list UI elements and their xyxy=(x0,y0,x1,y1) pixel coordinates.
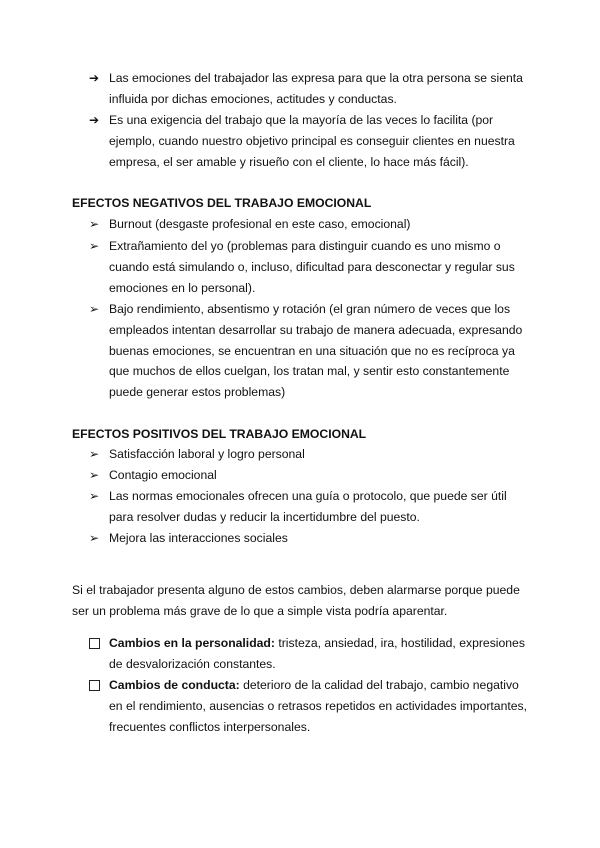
checkbox-icon xyxy=(89,675,107,696)
checkbox-icon xyxy=(89,633,107,654)
list-item-text: Las normas emocionales ofrecen una guía o protocolo, que puede ser útil para resolver dudas y reducir la incertidumbre del puesto. xyxy=(109,489,507,524)
list-item xyxy=(89,236,529,298)
arrowhead-bullet-icon: ➢ xyxy=(89,217,100,231)
list-item xyxy=(89,110,529,172)
list-item-text: Mejora las interacciones sociales xyxy=(109,531,288,545)
arrowhead-bullet-icon: ➢ xyxy=(89,468,100,482)
arrow-right-icon: ➔ xyxy=(89,113,100,127)
list-item xyxy=(89,528,529,549)
checklist-label: Cambios en la personalidad: xyxy=(109,636,275,650)
list-item-text: Extrañamiento del yo (problemas para distinguir cuando es uno mismo o cuando está simulando o, incluso, dificultad para desconectar y regular sus emociones en lo personal). xyxy=(109,239,515,295)
list-item-text: Burnout (desgaste profesional en este caso, emocional) xyxy=(109,217,411,231)
arrowhead-bullet-icon: ➢ xyxy=(89,447,100,461)
list-item-text: Satisfacción laboral y logro personal xyxy=(109,447,305,461)
checklist-text: deterioro de la calidad del trabajo, cambio negativo en el rendimiento, ausencias o retrasos repetidos en actividades importantes, frecuentes conflictos interpersonales. xyxy=(109,678,527,734)
arrowhead-bullet-icon: ➢ xyxy=(89,239,100,253)
checklist-label: Cambios de conducta: xyxy=(109,678,240,692)
list-item xyxy=(89,299,529,403)
section-heading-positive: EFECTOS POSITIVOS DEL TRABAJO EMOCIONAL xyxy=(72,427,367,441)
list-item xyxy=(89,465,529,486)
list-item xyxy=(89,68,529,110)
list-item-text: Es una exigencia del trabajo que la mayoría de las veces lo facilita (por ejemplo, cuando nuestro objetivo principal es conseguir clientes en nuestra empresa, el ser amable y risueño con el cliente, lo hace más fácil). xyxy=(109,113,515,169)
arrow-right-icon: ➔ xyxy=(89,71,100,85)
arrowhead-bullet-icon: ➢ xyxy=(89,489,100,503)
list-item xyxy=(89,444,529,465)
list-item-text: Contagio emocional xyxy=(109,468,217,482)
checklist-text: tristeza, ansiedad, ira, hostilidad, expresiones de desvalorización constantes. xyxy=(109,636,525,671)
list-item xyxy=(89,214,529,235)
checklist-item xyxy=(89,633,529,675)
section-heading-negative: EFECTOS NEGATIVOS DEL TRABAJO EMOCIONAL xyxy=(72,196,372,210)
body-paragraph: Si el trabajador presenta alguno de estos cambios, deben alarmarse porque puede ser un problema más grave de lo que a simple vista podría aparentar. xyxy=(72,583,520,618)
checklist-item xyxy=(89,675,529,737)
arrowhead-bullet-icon: ➢ xyxy=(89,302,100,316)
list-item xyxy=(89,486,529,528)
list-item-text: Las emociones del trabajador las expresa para que la otra persona se sienta influida por dichas emociones, actitudes y conductas. xyxy=(109,71,523,106)
arrowhead-bullet-icon: ➢ xyxy=(89,531,100,545)
list-item-text: Bajo rendimiento, absentismo y rotación (el gran número de veces que los empleados intentan desarrollar su trabajo de manera adecuada, expresando buenas emociones, se encuentran en una situación que no es recíproca ya que muchos de ellos cuelgan, los tratan mal, y sentir esto constantemente puede generar estos problemas) xyxy=(109,302,523,400)
